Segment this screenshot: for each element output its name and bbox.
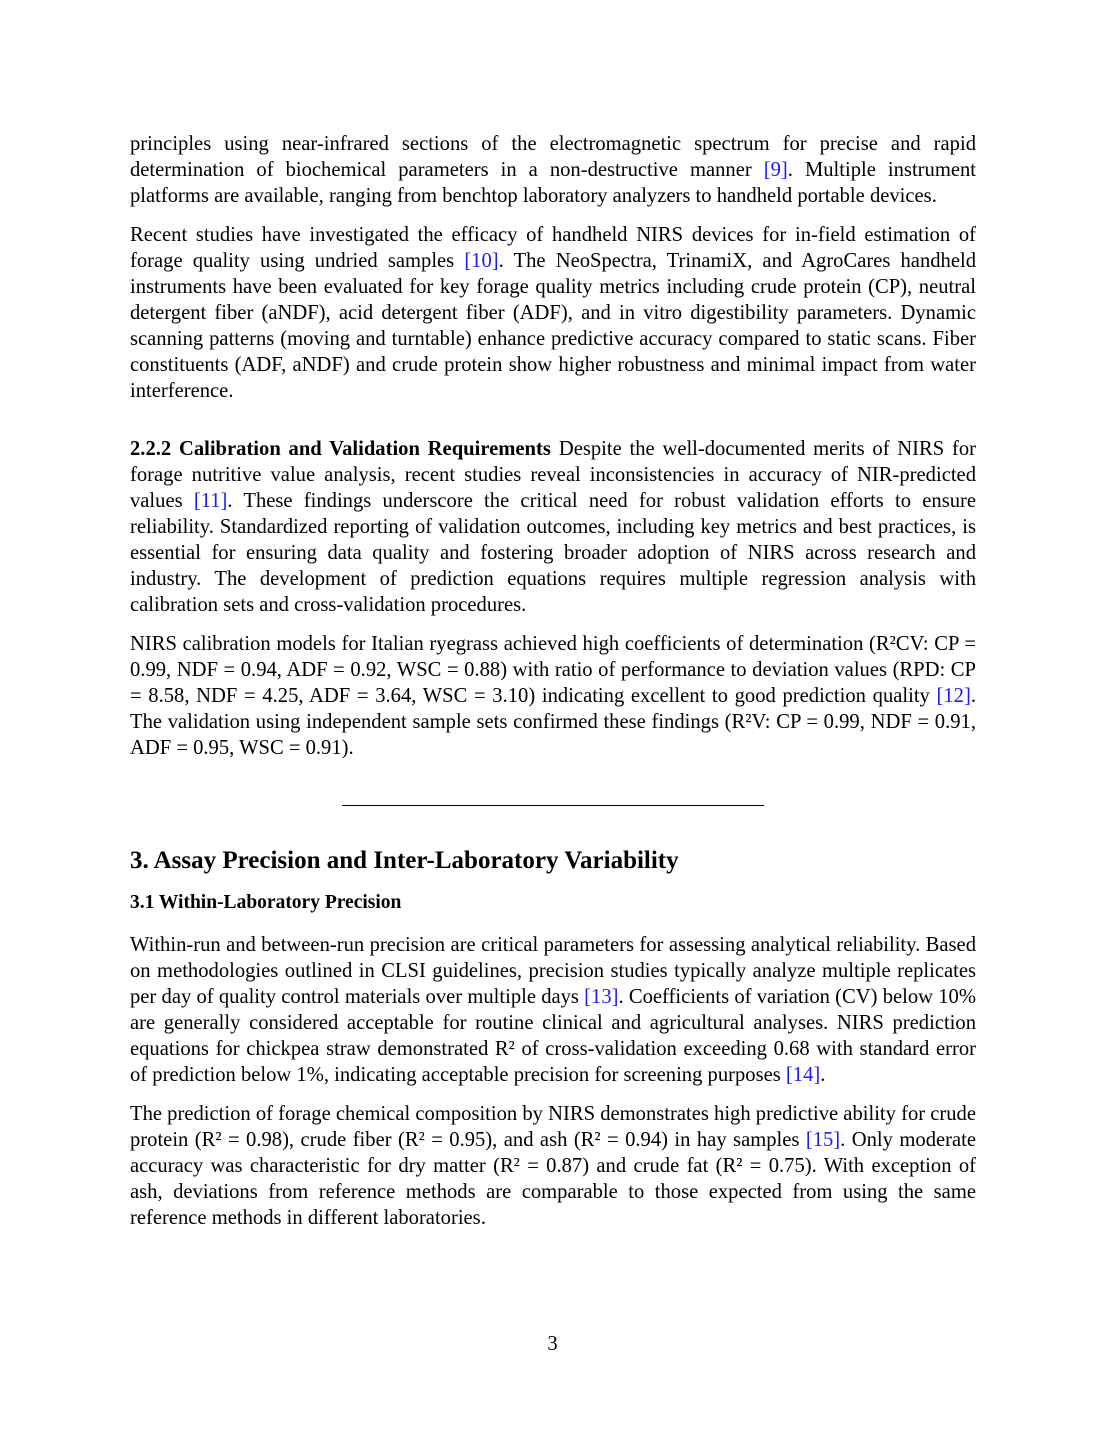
section-heading: 3. Assay Precision and Inter-Laboratory Variability — [130, 847, 679, 874]
citation-link[interactable]: [15] — [805, 1129, 841, 1151]
page-body — [130, 131, 976, 1231]
citation-link[interactable]: [9] — [763, 159, 788, 181]
paragraph-forage-prediction: The prediction of forage chemical composition by NIRS demonstrates high predictive ability for crude protein (R² = 0.98), crude fiber (R² = 0.95), and ash (R² = 0.94) in hay samples [15]. Only moderate accuracy was characteristic for dry matter (R² = 0.87) and crude fat (R² = 0.75). With exception of ash, deviations from reference methods are comparable to those expected from using the same reference methods in different laboratories. — [130, 1103, 977, 1229]
subsection-heading: 2.2.2 Calibration and Validation Requirements — [130, 438, 551, 460]
citation-link[interactable]: [12] — [936, 685, 971, 707]
subsection-heading: 3.1 Within-Laboratory Precision — [130, 892, 402, 913]
paragraph-ryegrass-calibration: NIRS calibration models for Italian ryegrass achieved high coefficients of determination (R²CV: CP = 0.99, NDF = 0.94, ADF = 0.92, WSC = 0.88) with ratio of performance to deviation values (RPD: CP = 8.58, NDF = 4.25, ADF = 3.64, WSC = 3.10) indicating excellent to good prediction quality [12]. The validation using independent sample sets confirmed these findings (R²V: CP = 0.99, NDF = 0.91, ADF = 0.95, WSC = 0.91). — [130, 633, 976, 759]
paragraph-calibration-validation: 2.2.2 Calibration and Validation Requirements Despite the well-documented merits of NIRS for forage nutritive value analysis, recent studies reveal inconsistencies in accuracy of NIR-predicted values [11]. These findings underscore the critical need for robust validation efforts to ensure reliability. Standardized reporting of validation outcomes, including key metrics and best practices, is essential for ensuring data quality and fostering broader adoption of NIRS across research and industry. The development of prediction equations requires multiple regression analysis with calibration sets and cross-validation procedures. — [130, 438, 977, 616]
citation-link[interactable]: [10] — [464, 250, 499, 272]
section-divider — [342, 805, 764, 806]
citation-link[interactable]: [11] — [193, 490, 228, 512]
paragraph-handheld-nirs: Recent studies have investigated the efficacy of handheld NIRS devices for in-field estimation of forage quality using undried samples [10]. The NeoSpectra, TrinamiX, and AgroCares handheld instruments have been evaluated for key forage quality metrics including crude protein (CP), neutral detergent fiber (aNDF), acid detergent fiber (ADF), and in vitro digestibility parameters. Dynamic scanning patterns (moving and turntable) enhance predictive accuracy compared to static scans. Fiber constituents (ADF, aNDF) and crude protein show higher robustness and minimal impact from water interference. — [130, 224, 976, 402]
citation-link[interactable]: [14] — [785, 1064, 821, 1086]
citation-link[interactable]: [13] — [584, 986, 619, 1008]
paragraph-nirs-principles: principles using near-infrared sections of the electromagnetic spectrum for precise and rapid determination of biochemical parameters in a non-destructive manner [9]. Multiple instrument platforms are available, ranging from benchtop laboratory analyzers to handheld portable devices. — [130, 133, 976, 207]
paragraph-within-lab-precision: Within-run and between-run precision are critical parameters for assessing analytical reliability. Based on methodologies outlined in CLSI guidelines, precision studies typically analyze multiple replicates per day of quality control materials over multiple days [13]. Coefficients of variation (CV) below 10% are generally considered acceptable for routine clinical and agricultural analyses. NIRS prediction equations for chickpea straw demonstrated R² of cross-validation exceeding 0.68 with standard error of prediction below 1%, indicating acceptable precision for screening purposes [14]. — [130, 934, 976, 1086]
page-number: 3 — [547, 1333, 558, 1355]
